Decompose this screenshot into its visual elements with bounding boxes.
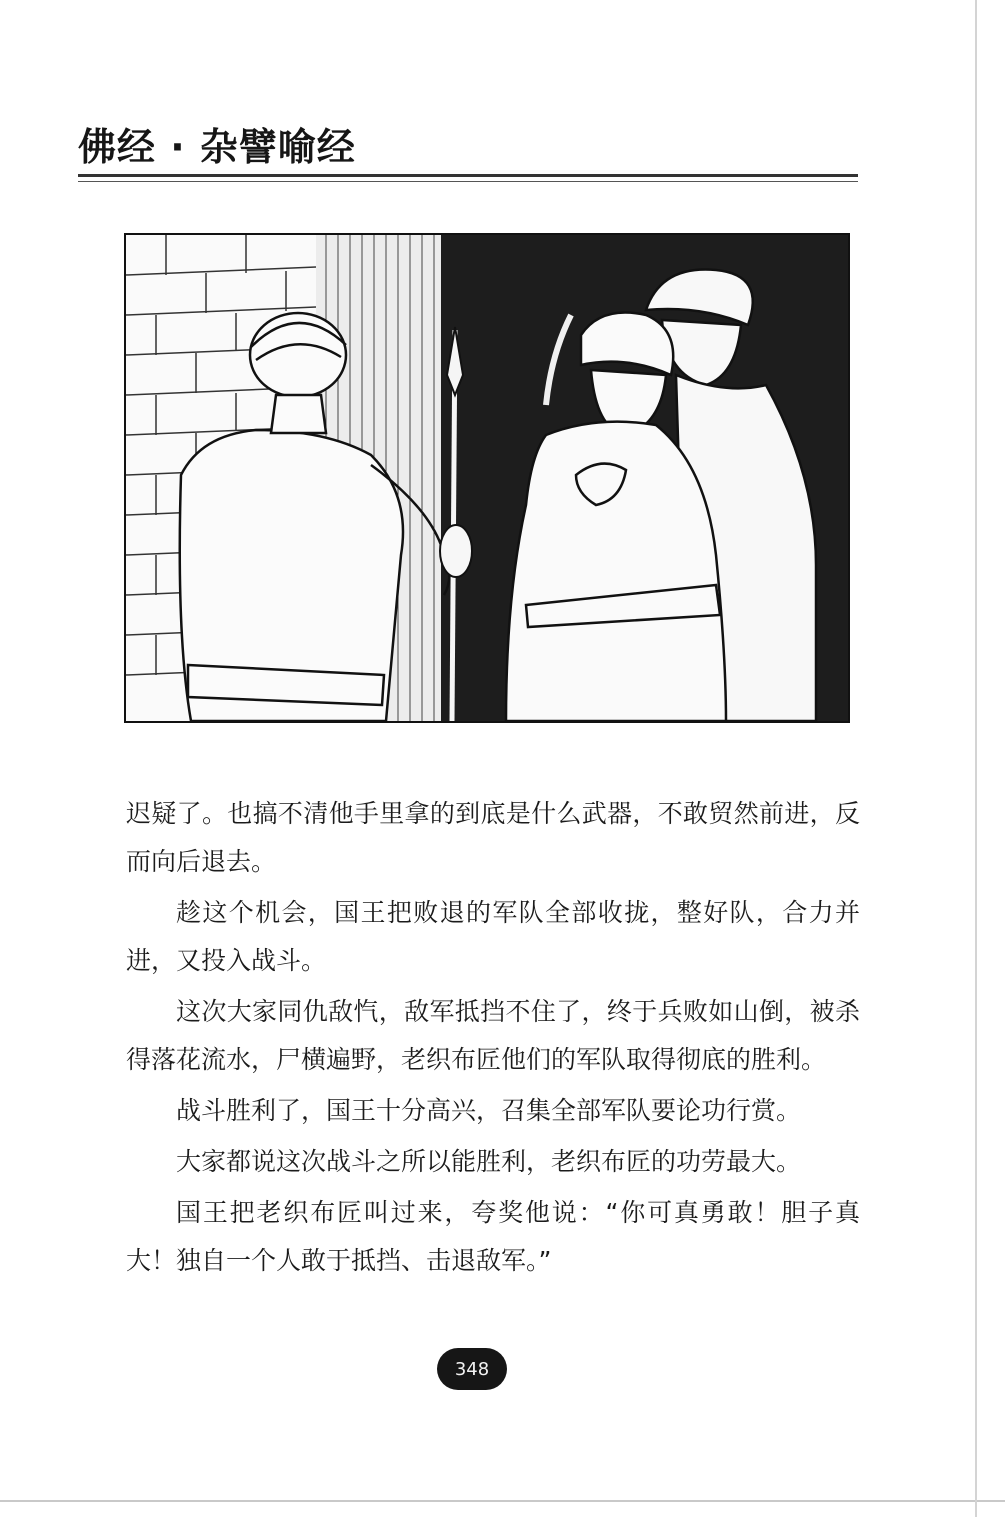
header-rule-thin	[78, 181, 858, 182]
paragraph: 迟疑了。也搞不清他手里拿的到底是什么武器，不敢贸然前进，反而向后退去。	[126, 799, 860, 876]
paragraph: 大家都说这次战斗之所以能胜利，老织布匠的功劳最大。	[176, 1147, 802, 1176]
running-header-title: 佛经 · 杂譬喻经	[78, 125, 356, 169]
paragraph: 这次大家同仇敌忾，敌军抵挡不住了，终于兵败如山倒，被杀得落花流水，尸横遍野，老织布匠他们的军队取得彻底的胜利。	[126, 997, 860, 1074]
paragraph: 战斗胜利了，国王十分高兴，召集全部军队要论功行赏。	[176, 1096, 802, 1125]
header-rule	[78, 174, 858, 177]
body-text	[126, 790, 860, 1285]
illustration-guard-and-two-men	[124, 233, 850, 723]
paragraph: 国王把老织布匠叫过来，夸奖他说：“你可真勇敢！胆子真大！独自一个人敢于抵挡、击退敌军。”	[126, 1198, 860, 1275]
page-bottom-edge	[0, 1500, 1005, 1502]
paragraph: 趁这个机会，国王把败退的军队全部收拢，整好队，合力并进，又投入战斗。	[126, 898, 860, 975]
page-number: 348	[437, 1348, 507, 1390]
page-right-edge	[975, 0, 977, 1517]
